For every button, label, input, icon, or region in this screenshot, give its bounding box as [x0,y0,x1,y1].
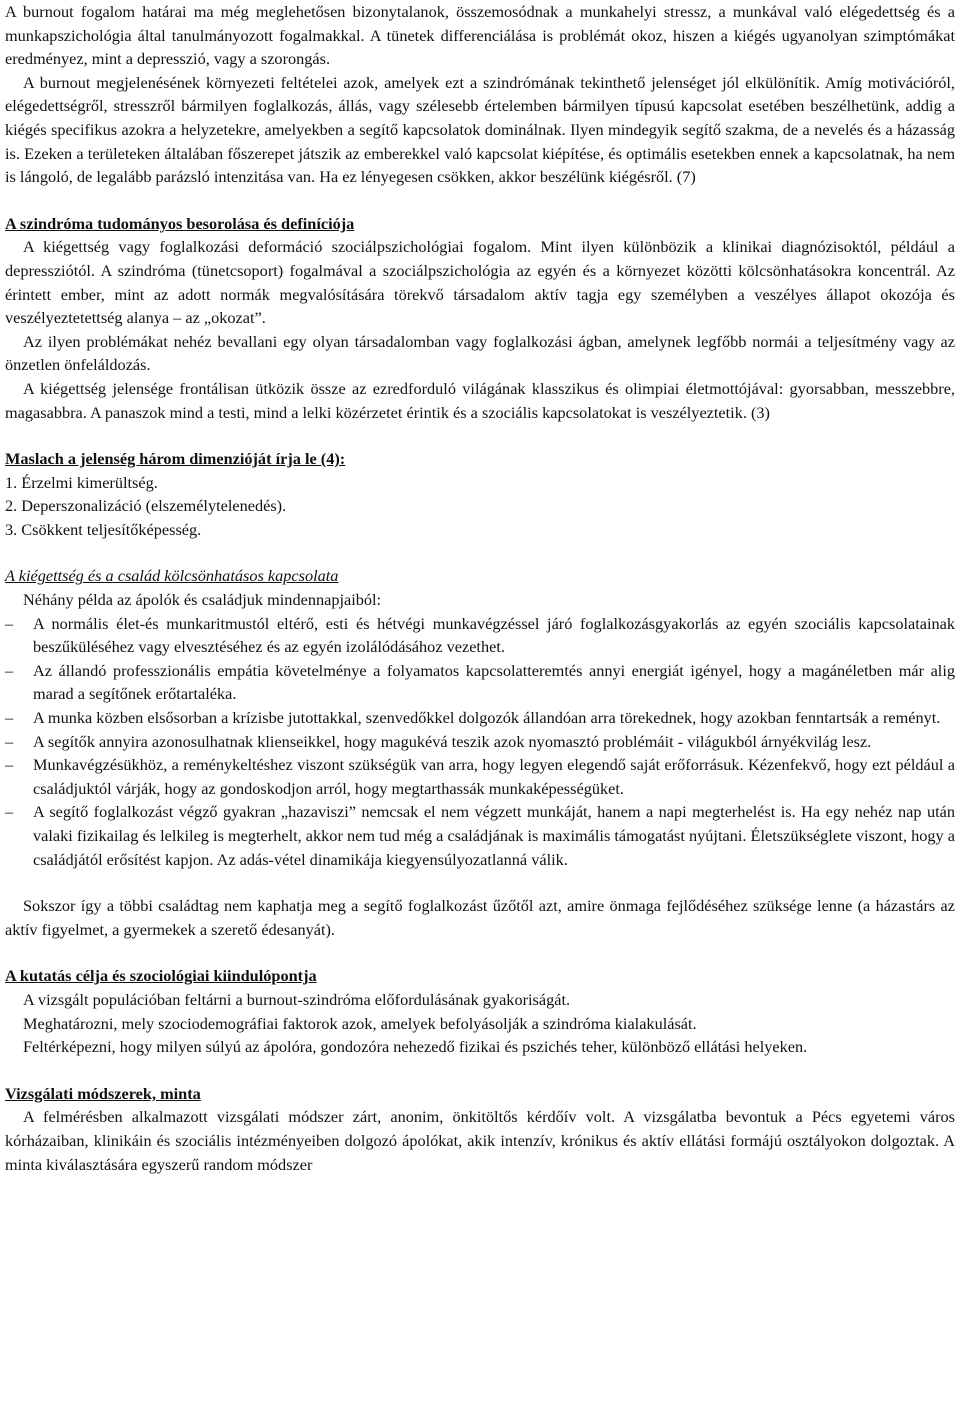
methods-paragraph-1: A felmérésben alkalmazott vizsgálati módszer zárt, anonim, önkitöltős kérdőív volt. A vizsgálatba bevontuk a Pécs egyetemi város kórházaiban, klinikáin és szociális intézményeiben dolgozó ápolókat, akik intenzív, krónikus és aktív ellátási formájú osztályokon dolgoztak. A minta kiválasztására egyszerű random módszer [5,1107,955,1174]
research-paragraph-2: Meghatározni, mely szociodemográfiai faktorok azok, amelyek befolyásolják a szindróma kialakulását. [23,1013,697,1033]
section-heading-family: A kiégettség és a család kölcsönhatásos kapcsolata [5,566,339,586]
dash-bullet-icon: – [5,802,14,822]
list-item: 1. Érzelmi kimerültség. [5,472,158,492]
classification-paragraph-3: A kiégettség jelensége frontálisan ütközik össze az ezredforduló világának klasszikus és olimpiai életmottójával: gyorsabban, messzebbre, magasabbra. A panaszok mind a testi, mind a lelki közérzetet érintik és a szociális kapcsolatokat is veszélyeztetik. (3) [5,378,955,422]
list-item-text: A munka közben elsősorban a krízisbe jutottakkal, szenvedőkkel dolgozók állandóan arra törekednek, hogy azokban fenntartsák a reményt. [33,708,941,728]
dash-bullet-icon: – [5,660,14,680]
section-heading-classification: A szindróma tudományos besorolása és definíciója [5,213,355,233]
list-item [5,612,955,659]
dash-bullet-icon: – [5,731,14,751]
section-heading-maslach: Maslach a jelenség három dimenzióját írja le (4): [5,449,346,469]
list-item [5,730,955,754]
list-item-text: A segítők annyira azonosulhatnak klienseikkel, hogy magukévá teszik azok nyomasztó problémáit - világukból árnyékvilág lesz. [33,731,872,751]
family-closing-paragraph: Sokszor így a többi családtag nem kaphatja meg a segítő foglalkozást űzőtől azt, amire önmaga fejlődéséhez szüksége lenne (a házastárs az aktív figyelmet, a gyermekek a szerető édesanyát). [5,896,955,939]
maslach-dimension-list [5,471,955,542]
classification-paragraph-1: A kiégettség vagy foglalkozási deformáció szociálpszichológiai fogalom. Mint ilyen különbözik a klinikai diagnózisoktól, például a depressziótól. A szindróma (tünetcsoport) fogalmával a szociálpszichológia az egyén és a környezet közötti kölcsönhatásokra koncentrál. Az érintett ember, mint az adott normák megvalósítására törekvő társadalom aktív tagja egy személyben a veszélyes állapot okozója és veszélyeztetettség alanya – az „okozat”. [5,237,955,328]
list-item [5,753,955,800]
family-intro: Néhány példa az ápolók és családjuk mindennapjaiból: [23,590,382,610]
section-heading-research: A kutatás célja és szociológiai kiindulópontja [5,966,317,986]
family-examples-list [5,612,955,872]
classification-paragraph-2: Az ilyen problémákat nehéz bevallani egy olyan társadalomban vagy foglalkozási ágban, amelynek legfőbb normái a teljesítmény vagy az önzetlen önfeláldozás. [5,331,955,375]
list-item-text: Az állandó professzionális empátia követelménye a folyamatos kapcsolatteremtés annyi energiát igényel, hogy a magánéletben már alig marad a segítőnek erőtartaléka. [33,660,955,704]
dash-bullet-icon: – [5,755,14,775]
research-paragraph-3: Feltérképezni, hogy milyen súlyú az ápolóra, gondozóra nehezedő fizikai és pszichés teher, különböző ellátási helyeken. [23,1037,808,1057]
list-item: 3. Csökkent teljesítőképesség. [5,519,202,539]
list-item [5,706,955,730]
list-item-text: A segítő foglalkozást végző gyakran „hazaviszi” nemcsak el nem végzett munkáját, hanem a napi megterhelést is. Ha egy nehéz nap után valaki fizikailag és lelkileg is megterhelt, akkor nem tud még a családjának is maximális támogatást nyújtani. Életszükséglete viszont, hogy a családjától erősítést kapjon. Az adás-vétel dinamikája kiegyensúlyozatlanná válik. [33,802,955,869]
section-heading-methods: Vizsgálati módszerek, minta [5,1083,201,1103]
list-item-text: Munkavégzésükhöz, a reménykeltéshez viszont szükségük van arra, hogy legyen elegendő saját erőforrásuk. Kézenfekvő, hogy ezt például a családjuktól várják, hogy az gondoskodjon arról, hogy megtarthassák munkaképességüket. [33,755,955,798]
dash-bullet-icon: – [5,613,14,633]
list-item: 2. Deperszonalizáció (elszemélytelenedés). [5,496,287,516]
dash-bullet-icon: – [5,708,14,728]
research-paragraph-1: A vizsgált populációban feltárni a burnout-szindróma előfordulásának gyakoriságát. [23,989,571,1009]
list-item [5,800,955,871]
intro-paragraph-2: A burnout megjelenésének környezeti feltételei azok, amelyek ezt a szindrómának tekinthető jelenséget jól elkülönítik. Amíg motivációról, elégedettségről, stresszről bármilyen foglalkozás, állás, vagy szélesebb értelemben bármilyen típusú kapcsolat esetében beszélhetünk, addig a kiégés specifikus azokra a helyzetekre, amelyekben a segítő kapcsolatok dominálnak. Ilyen mindegyik segítő szakma, de a nevelés és a házasság is. Ezeken a területeken általában főszerepet játszik az emberekkel való kapcsolat kiépítése, és optimális esetekben ennek a kapcsolatnak, ha nem is lángoló, de legalább parázsló intenzitása van. Ha ez lényegesen csökken, akkor beszélünk kiégésről. (7) [5,72,955,187]
list-item [5,659,955,706]
intro-paragraph-1: A burnout fogalom határai ma még meglehetősen bizonytalanok, összemosódnak a munkahelyi stressz, a munkával való elégedettség és a munkapszichológia által tanulmányozott fogalmakkal. A tünetek differenciálása is problémát okoz, hiszen a kiégés ugyanolyan szimptómákat eredményez, mint a depresszió, vagy a szorongás. [5,2,955,69]
list-item-text: A normális élet-és munkaritmustól eltérő, esti és hétvégi munkavégzéssel járó foglalkozásgyakorlás az egyén szociális kapcsolatainak beszűküléséhez vagy elvesztéséhez és az egyén izolálódásához vezethet. [33,613,955,657]
